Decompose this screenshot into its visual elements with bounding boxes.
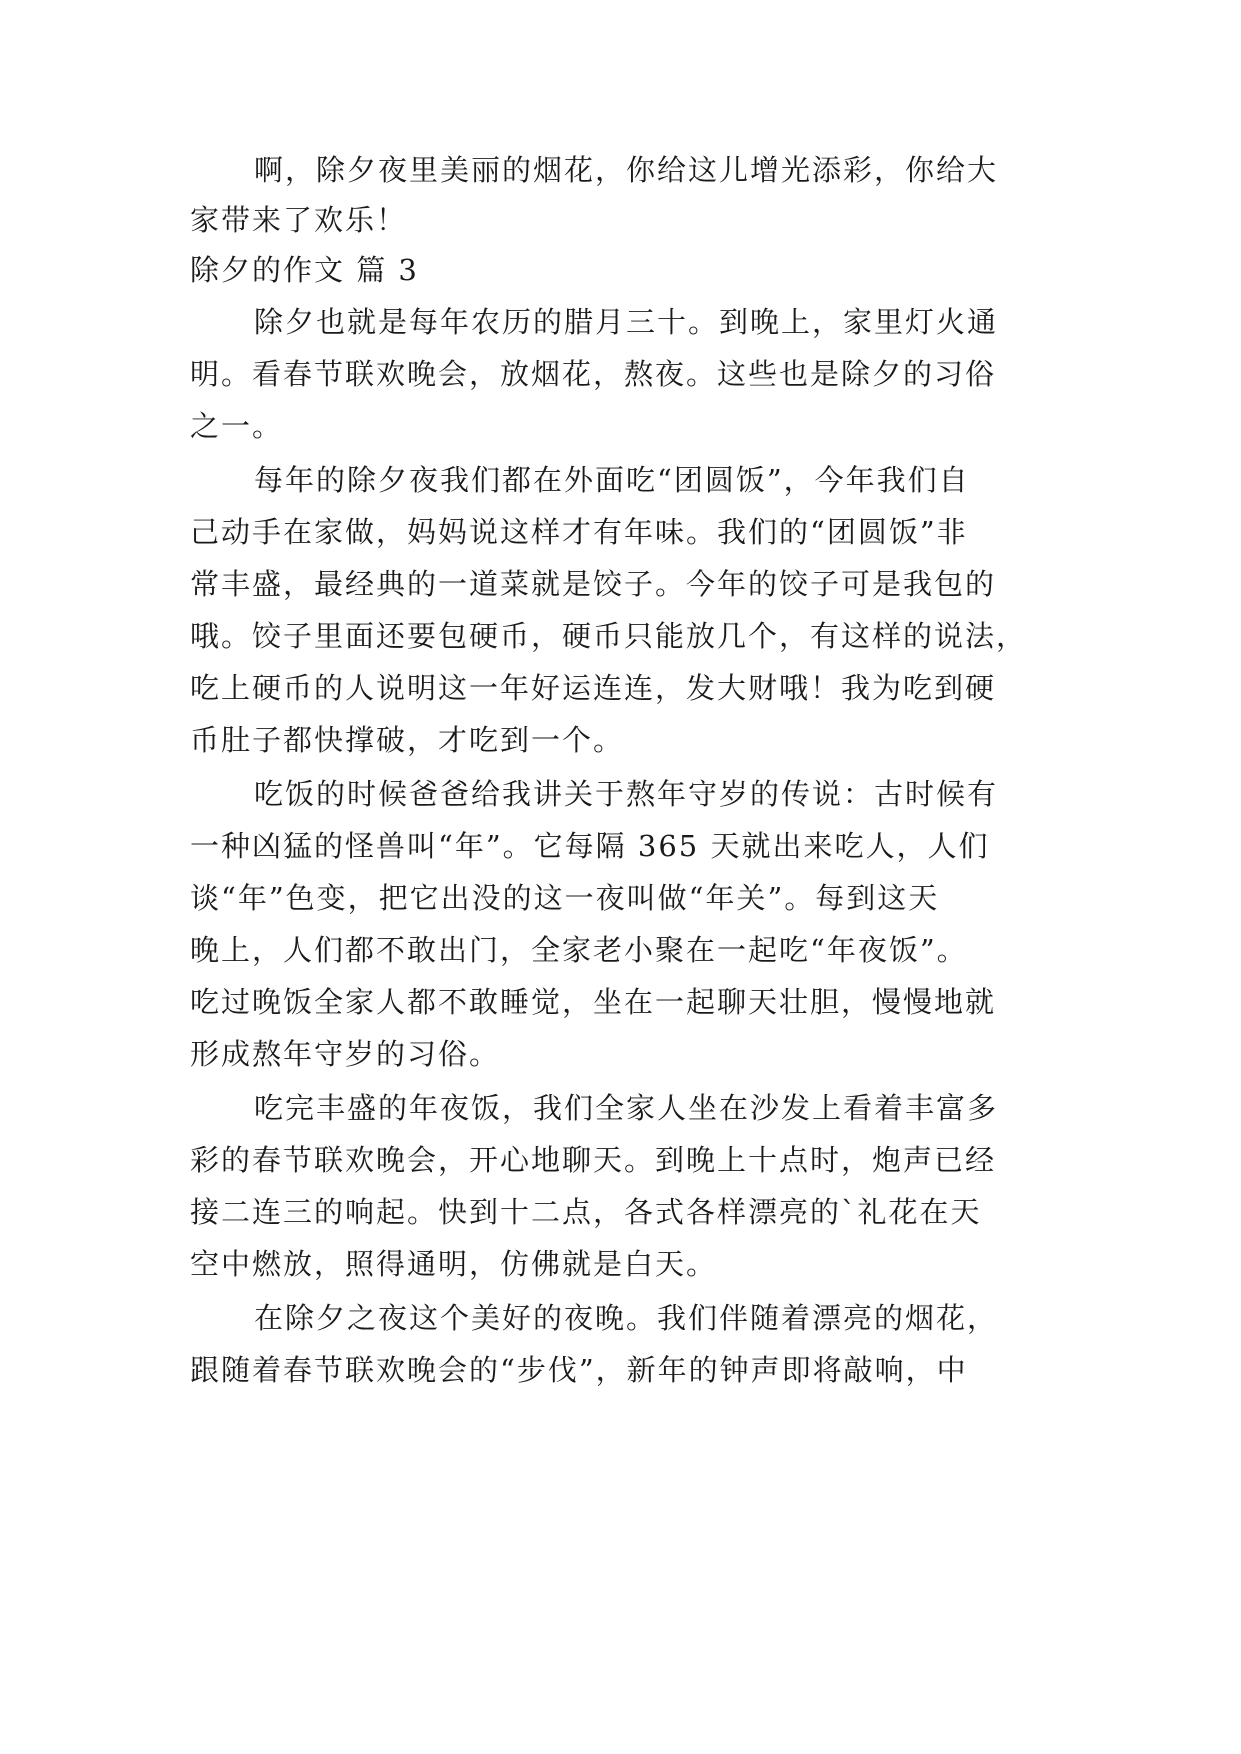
text-line: 明。看春节联欢晚会，放烟花，熬夜。这些也是除夕的习俗 (190, 357, 997, 391)
text-line: 形成熬年守岁的习俗。 (190, 1037, 501, 1071)
text-line: 吃上硬币的人说明这一年好运连连，发大财哦！我为吃到硬 (190, 671, 997, 705)
text-line: 晚上，人们都不敢出门，全家老小聚在一起吃“年夜饭”。 (190, 933, 968, 967)
text-line: 币肚子都快撑破，才吃到一个。 (190, 723, 625, 757)
text-line: 一种凶猛的怪兽叫“年”。它每隔 365 天就出来吃人，人们 (190, 829, 990, 863)
text-line: 除夕也就是每年农历的腊月三十。到晚上，家里灯火通 (254, 305, 999, 339)
text-line: 家带来了欢乐！ (190, 203, 408, 237)
text-line: 空中燃放，照得通明，仿佛就是白天。 (190, 1247, 718, 1281)
text-line: 己动手在家做，妈妈说这样才有年味。我们的“团圆饭”非 (190, 515, 968, 549)
text-line: 吃完丰盛的年夜饭，我们全家人坐在沙发上看着丰富多 (254, 1091, 999, 1125)
text-line: 常丰盛，最经典的一道菜就是饺子。今年的饺子可是我包的 (190, 567, 997, 601)
text-line: 跟随着春节联欢晚会的“步伐”，新年的钟声即将敲响，中 (190, 1353, 968, 1387)
text-line: 谈“年”色变，把它出没的这一夜叫做“年关”。每到这天 (190, 881, 940, 915)
text-line: 在除夕之夜这个美好的夜晚。我们伴随着漂亮的烟花， (254, 1301, 999, 1335)
text-line: 哦。饺子里面还要包硬币，硬币只能放几个，有这样的说法， (190, 619, 1028, 653)
text-line: 吃饭的时候爸爸给我讲关于熬年守岁的传说：古时候有 (254, 777, 999, 811)
text-line: 之一。 (190, 409, 284, 443)
text-line: 每年的除夕夜我们都在外面吃“团圆饭”，今年我们自 (254, 463, 970, 497)
text-line: 啊，除夕夜里美丽的烟花，你给这儿增光添彩，你给大 (254, 153, 999, 187)
text-line: 接二连三的响起。快到十二点，各式各样漂亮的`礼花在天 (190, 1195, 982, 1229)
text-line: 彩的春节联欢晚会，开心地聊天。到晚上十点时，炮声已经 (190, 1143, 997, 1177)
section-heading: 除夕的作文 篇 3 (190, 253, 419, 287)
text-line: 吃过晚饭全家人都不敢睡觉，坐在一起聊天壮胆，慢慢地就 (190, 985, 997, 1019)
